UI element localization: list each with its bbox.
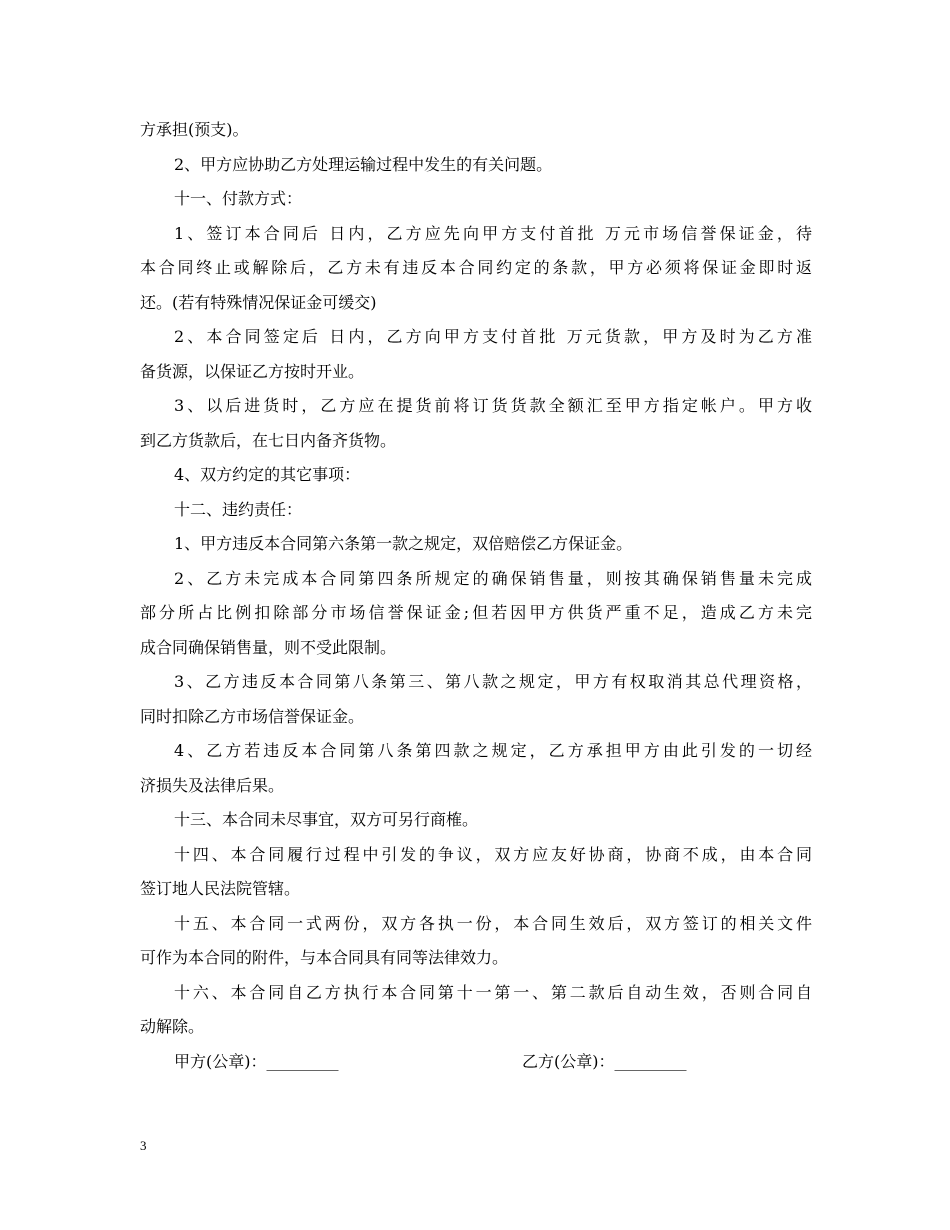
section-heading: 十三、本合同未尽事宜，双方可另行商榷。 <box>174 810 479 829</box>
paragraph-line: 2、乙方未完成本合同第四条所规定的确保销售量，则按其确保销售量未完成 <box>174 568 812 588</box>
paragraph-line: 到乙方货款后，在七日内备齐货物。 <box>140 430 397 450</box>
paragraph-line: 还。(若有特殊情况保证金可缓交) <box>140 292 377 312</box>
paragraph-line: 方承担(预支)。 <box>140 120 249 139</box>
paragraph-line: 十五、本合同一式两份，双方各执一份，本合同生效后，双方签订的相关文件 <box>174 913 812 933</box>
party-b-signature: 乙方(公章)：_________ <box>522 1051 687 1071</box>
paragraph-line: 十四、本合同履行过程中引发的争议，双方应友好协商，协商不成，由本合同 <box>174 844 812 864</box>
contract-body <box>140 113 812 1079</box>
section-heading: 十一、付款方式： <box>174 189 303 208</box>
paragraph-line: 成合同确保销售量，则不受此限制。 <box>140 637 397 657</box>
paragraph-line: 济损失及法律后果。 <box>140 775 285 795</box>
paragraph-line: 2、甲方应协助乙方处理运输过程中发生的有关问题。 <box>174 154 553 174</box>
paragraph-line: 十六、本合同自乙方执行本合同第十一第一、第二款后自动生效，否则合同自 <box>174 982 812 1002</box>
paragraph-line: 3、以后进货时，乙方应在提货前将订货货款全额汇至甲方指定帐户。甲方收 <box>174 396 812 415</box>
paragraph-line: 3、乙方违反本合同第八条第三、第八款之规定，甲方有权取消其总代理资格， <box>174 672 812 691</box>
paragraph-line: 动解除。 <box>140 1017 205 1036</box>
paragraph-line: 可作为本合同的附件，与本合同具有同等法律效力。 <box>140 948 509 967</box>
paragraph-line: 备货源，以保证乙方按时开业。 <box>140 361 365 381</box>
paragraph-line: 同时扣除乙方市场信誉保证金。 <box>140 706 365 726</box>
paragraph-line: 4、乙方若违反本合同第八条第四款之规定，乙方承担甲方由此引发的一切经 <box>174 741 812 760</box>
signature-row <box>140 1045 812 1080</box>
paragraph-line: 部分所占比例扣除部分市场信誉保证金;但若因甲方供货严重不足，造成乙方未完 <box>140 603 812 622</box>
paragraph-line: 4、双方约定的其它事项： <box>174 465 361 484</box>
paragraph-line: 1、签订本合同后 日内，乙方应先向甲方支付首批 万元市场信誉保证金，待 <box>174 223 812 243</box>
paragraph-line: 1、甲方违反本合同第六条第一款之规定，双倍赔偿乙方保证金。 <box>174 534 633 553</box>
paragraph-line: 2、本合同签定后 日内，乙方向甲方支付首批 万元货款，甲方及时为乙方准 <box>174 327 812 346</box>
section-heading: 十二、违约责任： <box>174 499 303 519</box>
page-number: 3 <box>140 1138 147 1153</box>
paragraph-line: 本合同终止或解除后，乙方未有违反本合同约定的条款，甲方必须将保证金即时返 <box>140 258 812 277</box>
paragraph-line: 签订地人民法院管辖。 <box>140 879 301 898</box>
party-a-signature: 甲方(公章)：_________ <box>174 1051 339 1071</box>
